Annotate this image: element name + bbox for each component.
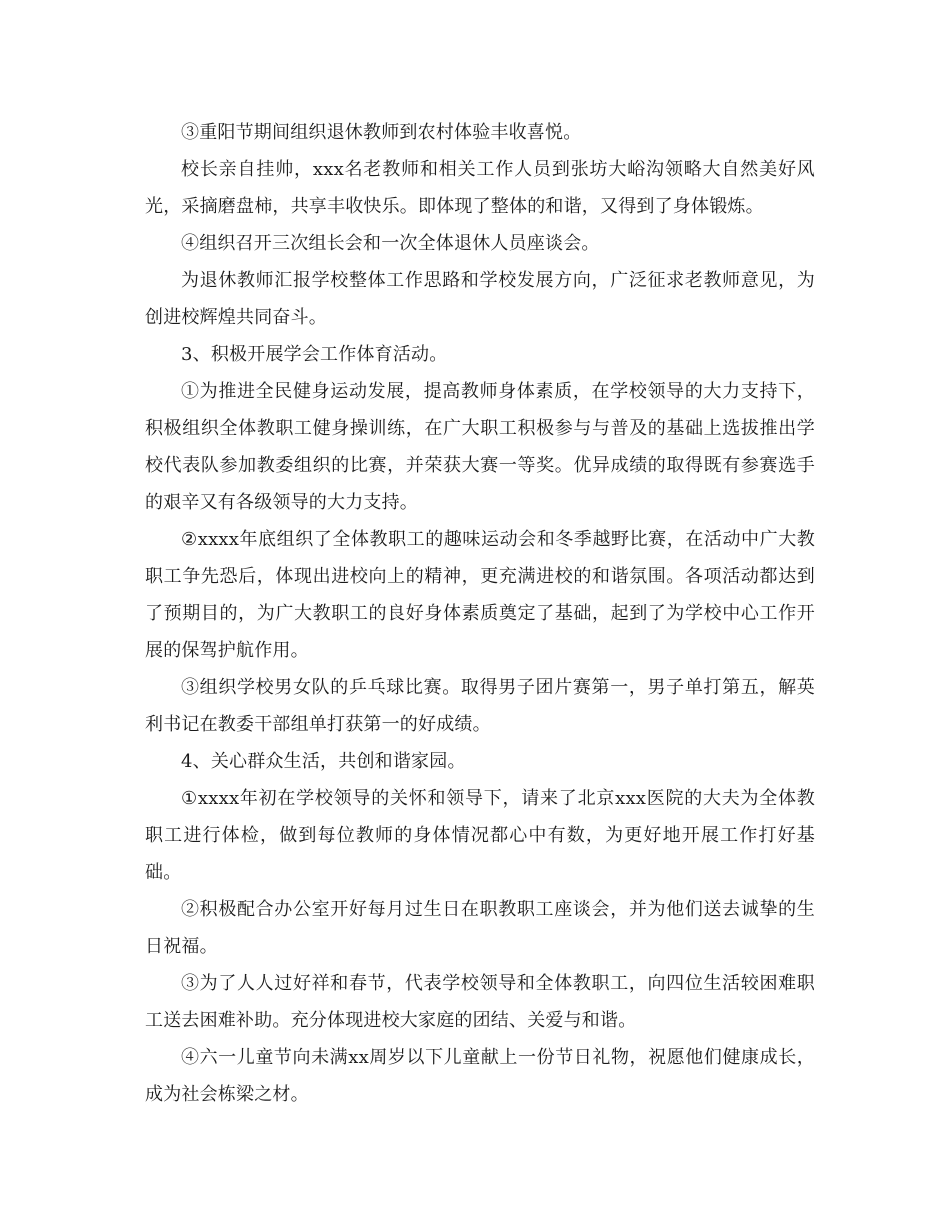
paragraph-meetings: ④组织召开三次组长会和一次全体退休人员座谈会。 <box>181 233 600 254</box>
paragraph-spring-festival: ③为了人人过好祥和春节，代表学校领导和全体教职工，向四位生活较困难职工送去困难补助。充分体现进校大家庭的团结、关爱与和谐。 <box>145 973 815 1031</box>
paragraph-birthday: ②积极配合办公室开好每月过生日在职教职工座谈会，并为他们送去诚挚的生日祝福。 <box>145 899 815 957</box>
paragraph-childrens-day: ④六一儿童节向未满xx周岁以下儿童献上一份节日礼物，祝愿他们健康成长，成为社会栋梁之材。 <box>145 1047 815 1105</box>
paragraph-report-retirees: 为退休教师汇报学校整体工作思路和学校发展方向，广泛征求老教师意见，为创进校辉煌共同奋斗。 <box>145 270 815 328</box>
paragraph-chongyang-trip: ③重阳节期间组织退休教师到农村体验丰收喜悦。 <box>181 122 582 143</box>
section-heading-sports: 3、积极开展学会工作体育活动。 <box>181 344 448 365</box>
document-body <box>145 114 815 1113</box>
paragraph-health-check: ①xxxx年初在学校领导的关怀和领导下，请来了北京xxx医院的大夫为全体教职工进行体检，做到每位教师的身体情况都心中有数，为更好地开展工作打好基础。 <box>145 788 815 883</box>
paragraph-table-tennis: ③组织学校男女队的乒乓球比赛。取得男子团片赛第一，男子单打第五，解英利书记在教委干部组单打获第一的好成绩。 <box>145 677 815 735</box>
section-heading-care: 4、关心群众生活，共创和谐家园。 <box>181 751 466 772</box>
paragraph-sports-meet: ②xxxx年底组织了全体教职工的趣味运动会和冬季越野比赛，在活动中广大教职工争先恐后，体现出进校向上的精神，更充满进校的和谐氛围。各项活动都达到了预期目的，为广大教职工的良好身体素质奠定了基础，起到了为学校中心工作开展的保驾护航作用。 <box>145 529 815 661</box>
paragraph-fitness-training: ①为推进全民健身运动发展，提高教师身体素质，在学校领导的大力支持下，积极组织全体教职工健身操训练，在广大职工积极参与与普及的基础上选拔推出学校代表队参加教委组织的比赛，并荣获大赛一等奖。优异成绩的取得既有参赛选手的艰辛又有各级领导的大力支持。 <box>145 381 815 513</box>
paragraph-principal-lead: 校长亲自挂帅，xxx名老教师和相关工作人员到张坊大峪沟领略大自然美好风光，采摘磨盘柿，共享丰收快乐。即体现了整体的和谐，又得到了身体锻炼。 <box>145 159 815 217</box>
